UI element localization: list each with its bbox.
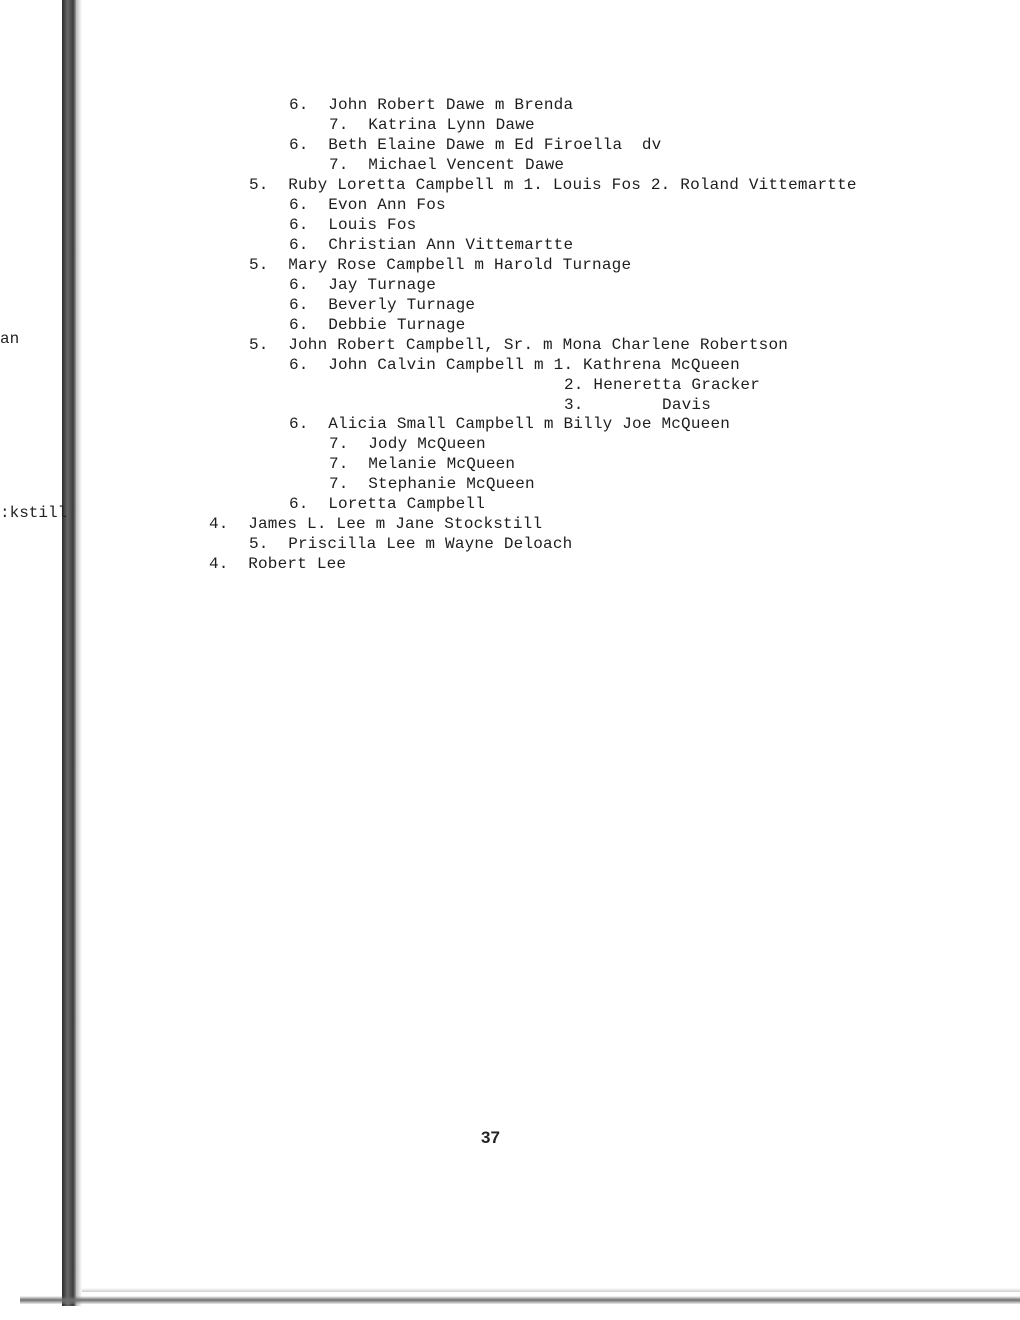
genealogy-entry: 4. James L. Lee m Jane Stockstill <box>209 515 543 533</box>
genealogy-entry: 6. Debbie Turnage <box>289 316 466 334</box>
genealogy-entry: 6. Loretta Campbell <box>289 495 486 513</box>
binding-shadow <box>76 0 82 1306</box>
genealogy-entry: 6. Christian Ann Vittemartte <box>289 236 574 254</box>
page-bottom-edge <box>20 1296 1020 1304</box>
genealogy-entry: 2. Heneretta Gracker <box>564 376 761 394</box>
margin-fragment: :kstill <box>0 504 68 522</box>
genealogy-entry: 7. Jody McQueen <box>329 435 486 453</box>
genealogy-entry: 7. Stephanie McQueen <box>329 475 535 493</box>
genealogy-entry: 6. Louis Fos <box>289 216 417 234</box>
genealogy-entry: 5. Mary Rose Campbell m Harold Turnage <box>249 256 632 274</box>
genealogy-entry: 3. Davis <box>564 396 712 414</box>
genealogy-entry: 6. Evon Ann Fos <box>289 196 446 214</box>
genealogy-entry: 5. Priscilla Lee m Wayne Deloach <box>249 535 573 553</box>
genealogy-entry: 4. Robert Lee <box>209 555 347 573</box>
genealogy-entry: 6. Beverly Turnage <box>289 296 476 314</box>
margin-fragment: an <box>0 330 20 348</box>
genealogy-entry: 6. Jay Turnage <box>289 276 437 294</box>
genealogy-entry: 6. John Robert Dawe m Brenda <box>289 96 574 114</box>
genealogy-entry: 7. Michael Vencent Dawe <box>329 156 565 174</box>
page-binding-edge <box>62 0 76 1306</box>
genealogy-entry: 5. John Robert Campbell, Sr. m Mona Charlene Robertson <box>249 336 789 354</box>
page-bottom-fold <box>82 1288 1020 1292</box>
genealogy-entry: 7. Katrina Lynn Dawe <box>329 116 535 134</box>
genealogy-entry: 6. Beth Elaine Dawe m Ed Firoella dv <box>289 136 662 154</box>
genealogy-entry: 6. Alicia Small Campbell m Billy Joe McQueen <box>289 415 731 433</box>
genealogy-entry: 5. Ruby Loretta Campbell m 1. Louis Fos 2. Roland Vittemartte <box>249 176 857 194</box>
genealogy-entry: 7. Melanie McQueen <box>329 455 516 473</box>
page-number: 37 <box>481 1128 500 1147</box>
genealogy-entry: 6. John Calvin Campbell m 1. Kathrena McQueen <box>289 356 740 374</box>
